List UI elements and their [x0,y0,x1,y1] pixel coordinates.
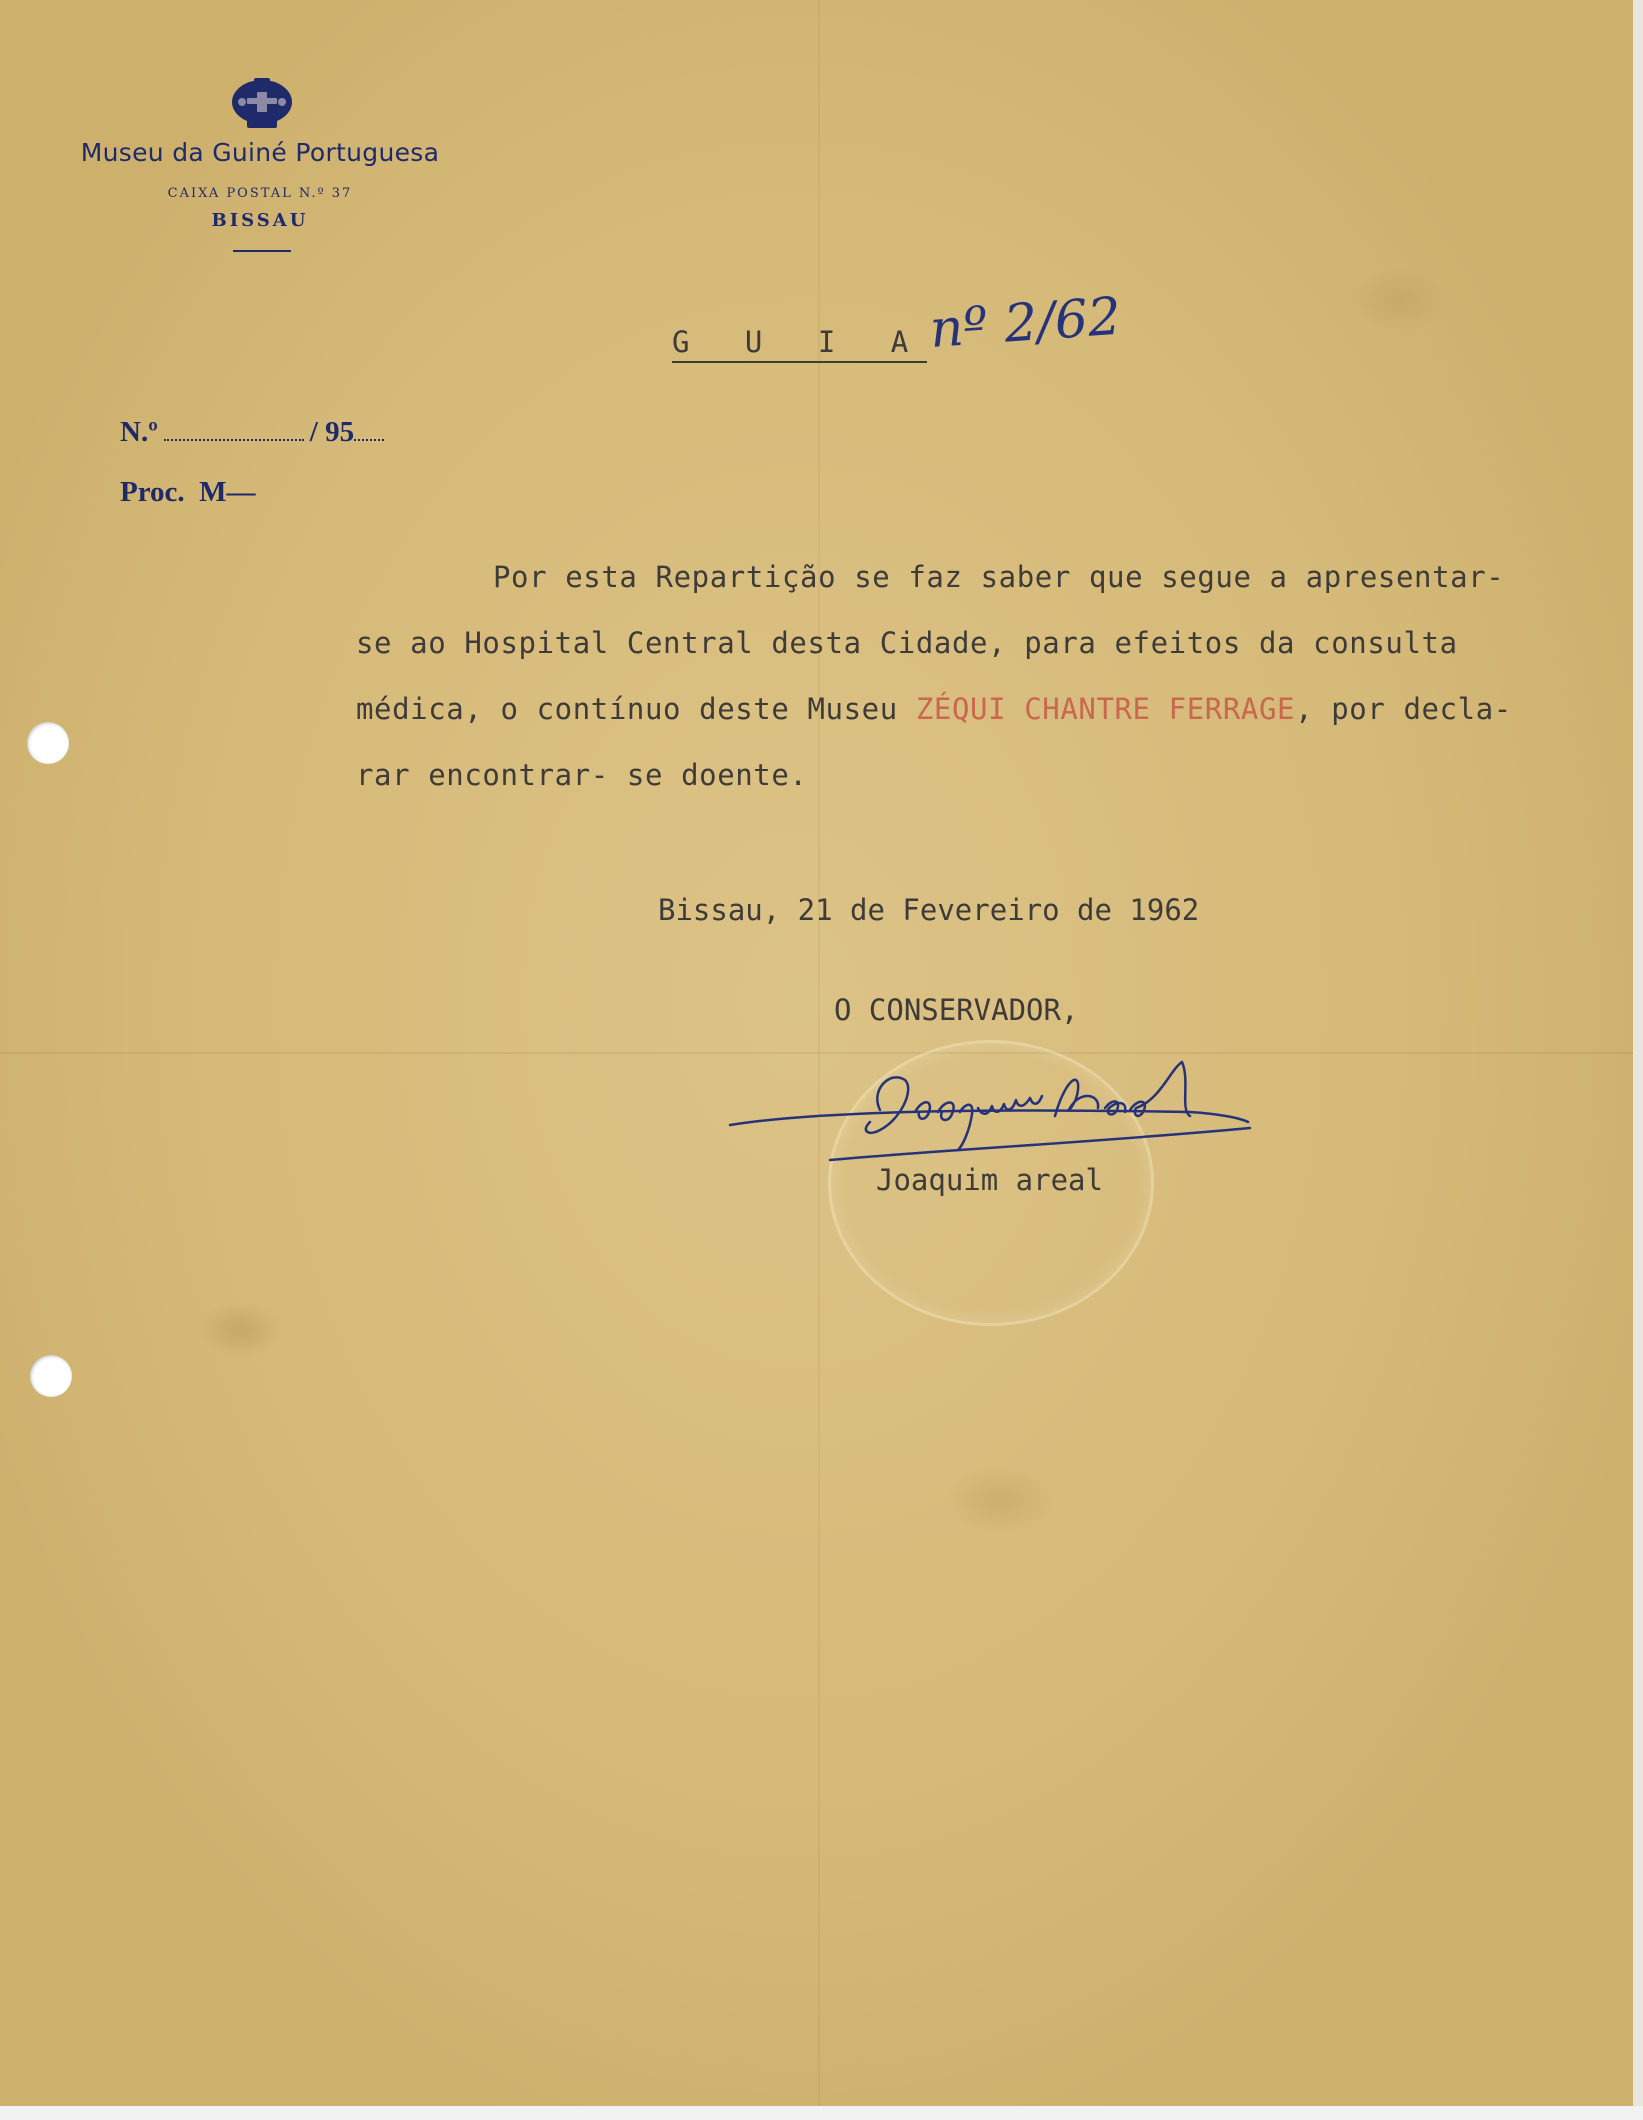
signer-title: O CONSERVADOR, [834,993,1079,1027]
punch-hole-lower [30,1355,72,1397]
reference-number [120,416,384,449]
scan-edge-bottom [0,2106,1643,2120]
handwritten-signature [720,1050,1260,1180]
coat-of-arms-icon [225,72,299,136]
employee-name: ZÉQUI CHANTRE FERRAGE [915,692,1296,726]
body-line-1: Por esta Repartição se faz saber que segue a apresentar- [493,560,1505,594]
signer-name: Joaquim areal [876,1163,1103,1197]
document-title: G U I A [672,325,927,363]
body-line-3-start: médica, o contínuo deste Museu [356,692,916,726]
body-line-3 [356,692,1512,726]
handwritten-document-number: nº 2/62 [927,286,1123,360]
reference-year-blank [354,439,384,441]
reference-number-year: / 95 [309,416,355,448]
postal-box: CAIXA POSTAL N.º 37 [167,186,353,201]
body-line-3-end: , por decla- [1295,692,1512,726]
letterhead-divider [233,250,291,252]
punch-hole-upper [27,722,69,764]
body-line-2: se ao Hospital Central desta Cidade, para efeitos da consulta [356,626,1458,660]
letterhead-city: BISSAU [211,210,309,231]
institution-name: Museu da Guiné Portuguesa [80,138,440,167]
scan-edge-right [1633,0,1643,2120]
reference-number-blank [164,439,304,441]
reference-number-label: N.º [120,416,158,448]
place-date-line: Bissau, 21 de Fevereiro de 1962 [658,893,1200,927]
process-reference: Proc. M— [120,476,256,508]
body-line-4: rar encontrar- se doente. [356,758,808,792]
